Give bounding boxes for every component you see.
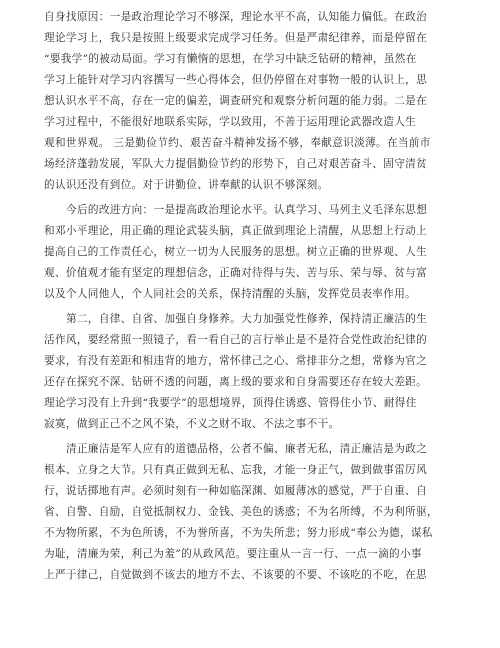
text-line: 想认识水平不高，存在一定的偏差，调查研究和观察分析问题的能力弱。二是在 — [44, 95, 428, 107]
text-line: “要我学”的被动局面。学习有懒惰的思想，在学习中缺乏钻研的精神，虽然在 — [44, 53, 417, 65]
text-line: 理论学习上，我只是按照上级要求完成学习任务。但是严肃纪律养，而是停留在 — [44, 32, 428, 44]
paragraph-first-line: 清正廉洁是军人应有的道德品格，公者不偏、廉者无私，清正廉洁是为政之 — [66, 443, 428, 455]
text-line: 和邓小平理论，用正确的理论武装头脑，真正做到理论上清醒，从思想上行动上 — [44, 225, 428, 237]
text-line: 还存在探究不深、钻研不透的问题，离上级的要求和自身需要还存在较大差距。 — [44, 376, 428, 388]
text-line: 上严于律己，自觉做到不该去的地方不去、不该要的不要、不该吃的不吃，在思 — [44, 569, 428, 581]
text-line: 学习过程中，不能很好地联系实际，学以致用，不善于运用理论武器改造人生 — [44, 116, 417, 128]
text-line: 自身找原因：一是政治理论学习不够深，理论水平不高，认知能力偏低。在政治 — [44, 11, 428, 23]
text-line: 省、自警、自励，自觉抵制权力、金钱、美色的诱惑；不为名所缚，不为利所驱， — [44, 506, 438, 518]
text-line: 提高自己的工作责任心，树立一切为人民服务的思想。树立正确的世界观、人生 — [44, 246, 428, 258]
text-line: 行，说话掷地有声。必须时刻有一种如临深渊、如履薄冰的感觉，严于自重、自 — [44, 485, 428, 497]
text-line: 以及个人同他人，个人同社会的关系，保持清醒的头脑，发挥党员表率作用。 — [44, 288, 417, 300]
text-line: 的认识还没有到位。对于讲勤俭、讲奉献的认识不够深刻。 — [44, 179, 329, 191]
text-line: 为耻，清廉为荣，利己为羞”的从政风范。要注重从一言一行、一点一滴的小事 — [44, 548, 422, 560]
text-line: 观和世界观。 三是勤俭节约、艰苦奋斗精神发扬不够，奉献意识淡薄。在当前市 — [44, 137, 431, 149]
text-line: 观、价值观才能有坚定的理想信念，正确对待得与失、苦与乐、荣与辱、贫与富 — [44, 267, 428, 279]
text-line: 理论学习没有上升到“我要学”的思想境界，顶得住诱惑、管得住小节、耐得住 — [44, 397, 417, 409]
paragraph-first-line: 今后的改进方向：一是提高政治理论水平。认真学习、马列主义毛泽东思想 — [66, 204, 428, 216]
text-line: 学习上能针对学习内容撰写一些心得体会，但仍停留在对事物一般的认识上，思 — [44, 74, 428, 86]
text-line: 根本、立身之大节。只有真正做到无私、忘我，才能一身正气，做到做事雷厉风 — [44, 464, 428, 476]
text-line: 不为物所累，不为色所诱，不为誉所喜，不为失所悲；努力形成“奉公为德，谋私 — [44, 527, 433, 539]
text-line: 场经济蓬勃发展，军队大力提倡勤俭节约的形势下，自己对艰苦奋斗、固守清贫 — [44, 158, 428, 170]
text-line: 活作风，要经常照一照镜子，看一看自己的言行举止是不是符合党性政治纪律的 — [44, 334, 428, 346]
text-line: 寂寞，做到正己不之风不染，不义之财不取、不法之事不干。 — [44, 418, 340, 430]
text-line: 要求，有没有差距和相违背的地方，常怀律己之心、常排非分之想，常修为官之 — [44, 355, 428, 367]
paragraph-first-line: 第二，自律、自省、加强自身修养。大力加强党性修养，保持清正廉洁的生 — [66, 313, 428, 325]
